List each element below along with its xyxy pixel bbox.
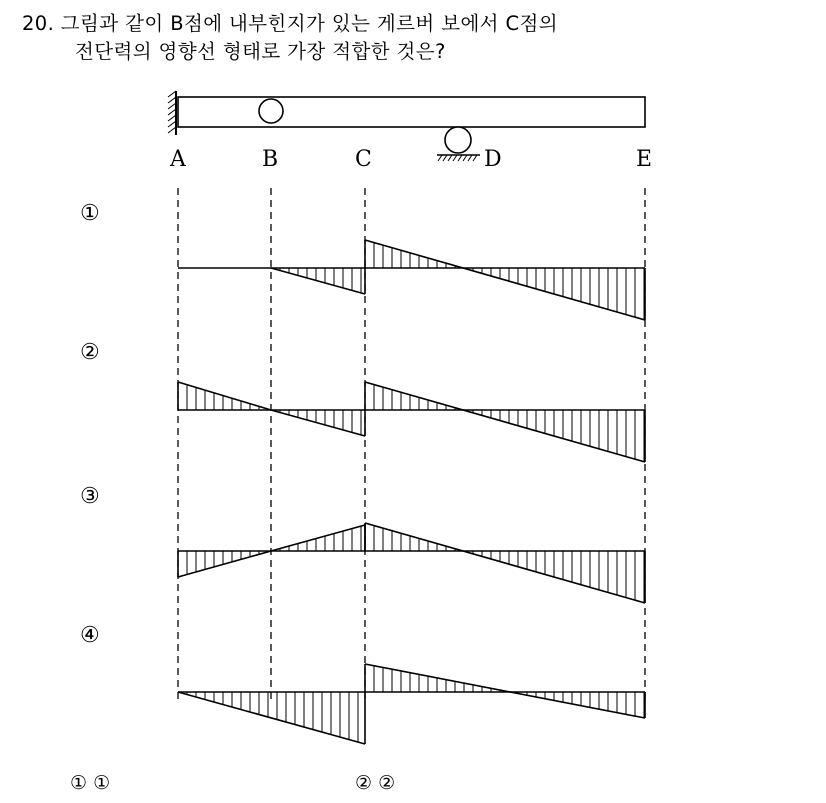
dashed-guide-lines: [178, 188, 645, 700]
point-label-e: E: [636, 147, 653, 172]
option-label-3: ③: [80, 484, 100, 509]
roller-support-d: [437, 127, 480, 161]
beam-structure: [168, 91, 645, 161]
point-labels: [169, 147, 652, 172]
option-label-2: ②: [80, 340, 100, 365]
influence-line: [365, 240, 645, 320]
point-label-a: A: [170, 147, 186, 172]
influence-line: [178, 551, 271, 577]
influence-line: [271, 268, 365, 294]
option-label-1: ①: [80, 201, 100, 226]
question-line-1: 20. 그림과 같이 B점에 내부힌지가 있는 게르버 보에서 C점의: [22, 12, 559, 35]
option-labels: [80, 201, 100, 648]
answer-choice-1[interactable]: ① ①: [70, 772, 111, 794]
answer-choice-2[interactable]: ② ②: [355, 772, 396, 794]
influence-line-option-2: [178, 382, 645, 462]
point-label-b: B: [262, 147, 279, 172]
influence-line: [271, 410, 365, 436]
influence-line: [178, 692, 365, 744]
influence-line: [365, 664, 645, 718]
option-label-4: ④: [80, 623, 100, 648]
influence-line-option-4: [178, 664, 645, 744]
question-line-2: 전단력의 영향선 형태로 가장 적합한 것은?: [75, 40, 446, 63]
influence-line-diagrams: [178, 240, 645, 744]
beam-body: [178, 97, 645, 127]
fixed-support-hatch: [168, 91, 176, 133]
point-label-c: C: [355, 147, 372, 172]
influence-line-option-3: [178, 523, 645, 603]
influence-line-option-1: [178, 240, 645, 320]
influence-line: [178, 382, 271, 410]
point-label-d: D: [484, 147, 502, 172]
internal-hinge-b: [259, 99, 283, 123]
influence-line: [365, 523, 645, 603]
influence-line: [365, 382, 645, 462]
influence-line: [271, 525, 365, 551]
